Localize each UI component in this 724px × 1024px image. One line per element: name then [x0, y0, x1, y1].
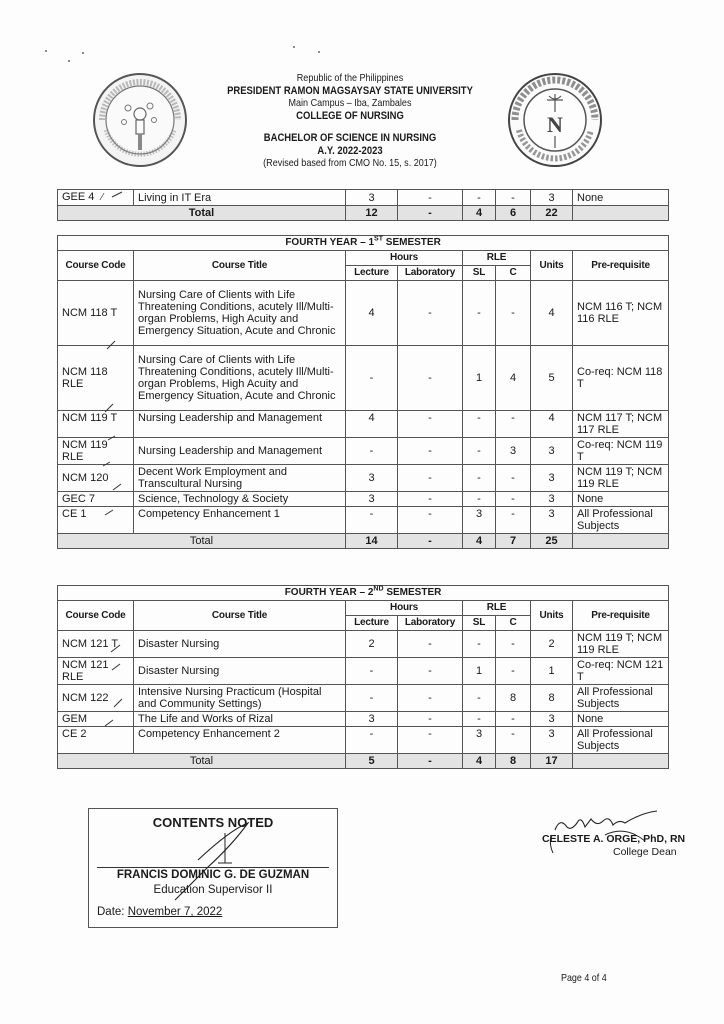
- dean-title: College Dean: [613, 846, 677, 858]
- rle-sl: 3: [463, 727, 496, 754]
- prerequisite: NCM 119 T; NCM 119 RLE: [573, 465, 669, 492]
- lecture-hours: 3: [346, 492, 398, 507]
- units: 3: [531, 190, 573, 206]
- course-title: Intensive Nursing Practicum (Hospital and Community Settings): [134, 685, 346, 712]
- total-laboratory: -: [398, 754, 463, 769]
- total-c: 8: [496, 754, 531, 769]
- total-lecture: 5: [346, 754, 398, 769]
- rle-sl: -: [463, 492, 496, 507]
- course-code: GEM: [58, 712, 134, 727]
- table-row: [58, 411, 669, 438]
- prerequisite: All Professional Subjects: [573, 727, 669, 754]
- course-code: NCM 120: [58, 465, 134, 492]
- college-of-nursing-seal-icon: [507, 72, 603, 168]
- units: 3: [531, 712, 573, 727]
- header-prerequisite: Pre-requisite: [573, 251, 669, 281]
- scan-speck: [318, 51, 320, 53]
- rle-c: 8: [496, 685, 531, 712]
- signature-line: [97, 867, 329, 868]
- header-hours: Hours: [346, 601, 463, 616]
- prerequisite: Co-req: NCM 121 T: [573, 658, 669, 685]
- lecture-hours: 2: [346, 631, 398, 658]
- course-code: NCM 118 RLE: [58, 346, 134, 411]
- header-lecture: Lecture: [346, 616, 398, 631]
- program-title: BACHELOR OF SCIENCE IN NURSING: [263, 132, 437, 144]
- course-title: Competency Enhancement 1: [134, 507, 346, 534]
- prerequisite: Co-req: NCM 118 T: [573, 346, 669, 411]
- course-code: CE 1: [58, 507, 134, 534]
- total-sl: 4: [463, 534, 496, 549]
- units: 8: [531, 685, 573, 712]
- total-label: Total: [58, 534, 346, 549]
- header-course-code: Course Code: [58, 601, 134, 631]
- scan-speck: [293, 46, 295, 48]
- previous-semester-table: [57, 189, 669, 221]
- header-laboratory: Laboratory: [398, 266, 463, 281]
- total-units: 25: [531, 534, 573, 549]
- scan-speck: [82, 52, 84, 54]
- units: 3: [531, 507, 573, 534]
- course-title: Nursing Care of Clients with Life Threatening Conditions, acutely Ill/Multi-organ Problems, High Acuity and Emergency Situation, Acute and Chronic: [134, 346, 346, 411]
- course-code: CE 2: [58, 727, 134, 754]
- campus-line: Main Campus – Iba, Zambales: [288, 97, 412, 109]
- republic-line: Republic of the Philippines: [296, 72, 404, 84]
- header-sl: SL: [463, 616, 496, 631]
- dean-name: CELESTE A. ORGE, PhD, RN: [542, 833, 686, 845]
- table-row: [58, 712, 669, 727]
- header-units: Units: [531, 251, 573, 281]
- units: 5: [531, 346, 573, 411]
- laboratory-hours: -: [398, 658, 463, 685]
- table-row: [58, 346, 669, 411]
- rle-c: -: [496, 411, 531, 438]
- prerequisite: None: [573, 712, 669, 727]
- course-code: GEE 4 ⁄: [58, 190, 134, 206]
- total-units: 17: [531, 754, 573, 769]
- laboratory-hours: -: [398, 411, 463, 438]
- scan-speck: [45, 50, 47, 52]
- rle-sl: 1: [463, 346, 496, 411]
- laboratory-hours: -: [398, 507, 463, 534]
- table-row: [58, 727, 669, 754]
- rle-sl: -: [463, 438, 496, 465]
- course-code: NCM 119 RLE: [58, 438, 134, 465]
- course-title: Decent Work Employment and Transcultural Nursing: [134, 465, 346, 492]
- total-lecture: 14: [346, 534, 398, 549]
- table-row: [58, 465, 669, 492]
- header-course-title: Course Title: [134, 601, 346, 631]
- rle-sl: -: [463, 465, 496, 492]
- lecture-hours: 3: [346, 190, 398, 206]
- total-lecture: 12: [346, 206, 398, 221]
- lecture-hours: -: [346, 507, 398, 534]
- table-row: [58, 492, 669, 507]
- college-name: COLLEGE OF NURSING: [296, 109, 404, 122]
- table-row: [58, 631, 669, 658]
- units: 4: [531, 411, 573, 438]
- lecture-hours: -: [346, 658, 398, 685]
- course-title: Competency Enhancement 2: [134, 727, 346, 754]
- rle-c: -: [496, 727, 531, 754]
- total-row: [58, 206, 669, 221]
- table-row: [58, 685, 669, 712]
- semester-title: FOURTH YEAR – 1ST SEMESTER: [58, 236, 669, 251]
- rle-sl: 1: [463, 658, 496, 685]
- lecture-hours: 3: [346, 465, 398, 492]
- lecture-hours: -: [346, 346, 398, 411]
- prerequisite: All Professional Subjects: [573, 507, 669, 534]
- laboratory-hours: -: [398, 346, 463, 411]
- total-label: Total: [58, 206, 346, 221]
- header-c: C: [496, 266, 531, 281]
- course-title: Nursing Leadership and Management: [134, 438, 346, 465]
- rle-sl: -: [463, 411, 496, 438]
- total-units: 22: [531, 206, 573, 221]
- laboratory-hours: -: [398, 492, 463, 507]
- course-code: NCM 118 T: [58, 281, 134, 346]
- total-sl: 4: [463, 206, 496, 221]
- rle-c: -: [496, 465, 531, 492]
- prerequisite: Co-req: NCM 119 T: [573, 438, 669, 465]
- course-code: NCM 119 T: [58, 411, 134, 438]
- prerequisite: All Professional Subjects: [573, 685, 669, 712]
- total-laboratory: -: [398, 206, 463, 221]
- table-row: [58, 507, 669, 534]
- supervisor-name: FRANCIS DOMINIC G. DE GUZMAN: [116, 869, 310, 881]
- rle-c: -: [496, 190, 531, 206]
- fourth-year-first-semester-table: [57, 235, 669, 549]
- units: 4: [531, 281, 573, 346]
- course-title: The Life and Works of Rizal: [134, 712, 346, 727]
- header-rle: RLE: [463, 601, 531, 616]
- laboratory-hours: -: [398, 631, 463, 658]
- document-header: [221, 72, 479, 170]
- rle-sl: 3: [463, 507, 496, 534]
- prerequisite: None: [573, 492, 669, 507]
- academic-year: A.Y. 2022-2023: [317, 144, 383, 157]
- date-label: Date:: [97, 906, 125, 918]
- table-row: [58, 281, 669, 346]
- lecture-hours: -: [346, 438, 398, 465]
- rle-sl: -: [463, 281, 496, 346]
- semester-title: FOURTH YEAR – 2ND SEMESTER: [58, 586, 669, 601]
- rle-c: -: [496, 658, 531, 685]
- total-c: 7: [496, 534, 531, 549]
- svg-text:N: N: [547, 112, 563, 137]
- header-hours: Hours: [346, 251, 463, 266]
- header-c: C: [496, 616, 531, 631]
- rle-c: 4: [496, 346, 531, 411]
- prerequisite: NCM 117 T; NCM 117 RLE: [573, 411, 669, 438]
- contents-noted-box: [88, 808, 338, 928]
- rle-c: -: [496, 712, 531, 727]
- units: 3: [531, 438, 573, 465]
- total-label: Total: [58, 754, 346, 769]
- prerequisite: NCM 119 T; NCM 119 RLE: [573, 631, 669, 658]
- total-laboratory: -: [398, 534, 463, 549]
- header-sl: SL: [463, 266, 496, 281]
- noted-date: [97, 906, 222, 918]
- contents-noted-title: CONTENTS NOTED: [152, 815, 274, 830]
- page-number: Page 4 of 4: [561, 972, 607, 984]
- laboratory-hours: -: [398, 727, 463, 754]
- prerequisite: NCM 116 T; NCM 116 RLE: [573, 281, 669, 346]
- laboratory-hours: -: [398, 465, 463, 492]
- lecture-hours: -: [346, 727, 398, 754]
- units: 2: [531, 631, 573, 658]
- units: 3: [531, 727, 573, 754]
- course-title: Disaster Nursing: [134, 631, 346, 658]
- units: 1: [531, 658, 573, 685]
- table-row: [58, 438, 669, 465]
- laboratory-hours: -: [398, 685, 463, 712]
- course-title: Nursing Leadership and Management: [134, 411, 346, 438]
- university-name: PRESIDENT RAMON MAGSAYSAY STATE UNIVERSITY: [227, 84, 473, 97]
- course-code: NCM 121 RLE: [58, 658, 134, 685]
- course-code: NCM 122: [58, 685, 134, 712]
- header-prerequisite: Pre-requisite: [573, 601, 669, 631]
- header-units: Units: [531, 601, 573, 631]
- header-course-code: Course Code: [58, 251, 134, 281]
- lecture-hours: 4: [346, 411, 398, 438]
- course-title: Disaster Nursing: [134, 658, 346, 685]
- laboratory-hours: -: [398, 281, 463, 346]
- units: 3: [531, 465, 573, 492]
- course-code: GEC 7: [58, 492, 134, 507]
- total-c: 6: [496, 206, 531, 221]
- header-rle: RLE: [463, 251, 531, 266]
- prerequisite: None: [573, 190, 669, 206]
- header-laboratory: Laboratory: [398, 616, 463, 631]
- rle-c: -: [496, 492, 531, 507]
- rle-c: -: [496, 507, 531, 534]
- table-row: [58, 658, 669, 685]
- lecture-hours: 3: [346, 712, 398, 727]
- university-seal-icon: [92, 72, 188, 168]
- supervisor-position: Education Supervisor II: [153, 884, 273, 896]
- total-sl: 4: [463, 754, 496, 769]
- course-title: Science, Technology & Society: [134, 492, 346, 507]
- rle-sl: -: [463, 712, 496, 727]
- header-course-title: Course Title: [134, 251, 346, 281]
- rle-sl: -: [463, 631, 496, 658]
- laboratory-hours: -: [398, 712, 463, 727]
- lecture-hours: 4: [346, 281, 398, 346]
- fourth-year-second-semester-table: [57, 585, 669, 769]
- date-value: November 7, 2022: [127, 906, 223, 918]
- total-row: [58, 534, 669, 549]
- rle-c: -: [496, 281, 531, 346]
- scan-speck: [68, 60, 70, 62]
- course-code: NCM 121 T: [58, 631, 134, 658]
- units: 3: [531, 492, 573, 507]
- rle-sl: -: [463, 190, 496, 206]
- header-lecture: Lecture: [346, 266, 398, 281]
- rle-c: 3: [496, 438, 531, 465]
- laboratory-hours: -: [398, 190, 463, 206]
- lecture-hours: -: [346, 685, 398, 712]
- course-title: Living in IT Era: [134, 190, 346, 206]
- table-row: [58, 190, 669, 206]
- revision-note: (Revised based from CMO No. 15, s. 2017): [263, 157, 437, 169]
- total-row: [58, 754, 669, 769]
- rle-sl: -: [463, 685, 496, 712]
- rle-c: -: [496, 631, 531, 658]
- course-title: Nursing Care of Clients with Life Threatening Conditions, acutely Ill/Multi-organ Problems, High Acuity and Emergency Situation, Acute and Chronic: [134, 281, 346, 346]
- laboratory-hours: -: [398, 438, 463, 465]
